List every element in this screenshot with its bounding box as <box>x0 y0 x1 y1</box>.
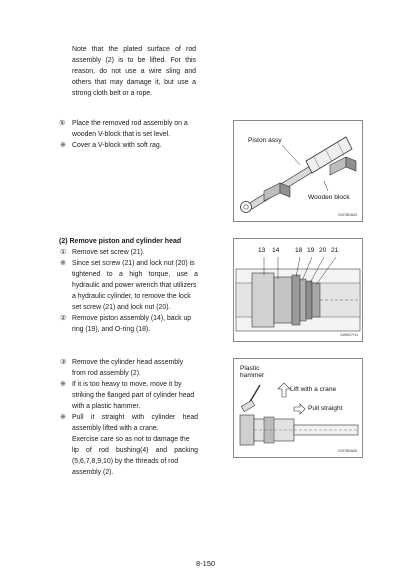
callout-number: 20 <box>319 247 327 254</box>
note-text: with a plastic hammer. <box>72 403 141 410</box>
intro-line: reason, do not use a wire sling and <box>72 68 196 75</box>
note-text: assembly lifted with a crane. <box>72 425 159 432</box>
step-text: Remove piston assembly (14), back up <box>72 315 192 322</box>
note-text: Since set screw (21) and lock nut (20) is <box>72 260 195 267</box>
section-heading: (2) Remove piston and cylinder head <box>59 238 182 245</box>
note-text: Pull it straight with cylinder head <box>72 414 198 421</box>
figure-cylinder-head <box>233 358 363 458</box>
intro-line: others that may damage it, but use a <box>72 79 196 86</box>
step-number: ⑤ <box>59 120 66 127</box>
callout-number: 14 <box>272 247 280 254</box>
label-plastic-hammer: hammer <box>240 372 265 379</box>
page-number: 8-150 <box>196 559 216 568</box>
step-text: wooden V-block that is set level. <box>72 131 171 138</box>
note-text: Exercise care so as not to damage the <box>72 436 190 443</box>
callout-number: 19 <box>307 247 315 254</box>
label-lift-crane: Lift with a crane <box>290 386 337 393</box>
note-text: tightened to a high torque, use a <box>72 271 198 278</box>
note-text: lip of rod bushing(4) and packing <box>72 447 198 454</box>
note-mark: ※ <box>60 142 66 149</box>
label-piston-assy: Piston assy <box>248 137 282 144</box>
step-text: Remove set screw (21). <box>72 249 145 256</box>
callout-number: 18 <box>295 247 303 254</box>
note-text: If it is too heavy to move, move it by <box>72 381 182 388</box>
figure-piston-section <box>233 238 363 342</box>
step-text: Place the removed rod assembly on a <box>72 120 188 127</box>
callout-number: 21 <box>331 247 339 254</box>
label-pull-straight: Pull straight <box>308 405 343 412</box>
figure-code: 21078DA05 <box>338 449 357 453</box>
step-number: ① <box>60 249 67 256</box>
note-text: set screw (21) and lock nut (20). <box>72 304 171 311</box>
figure-code: 14W9CY11 <box>340 333 359 337</box>
note-text: a hydraulic cylinder, to remove the lock <box>72 293 191 300</box>
note-mark: ※ <box>60 414 66 421</box>
note-text: striking the flanged part of cylinder head <box>72 392 195 399</box>
step-number: ③ <box>60 359 67 366</box>
label-plastic-hammer: Plastic <box>240 365 260 372</box>
intro-line: strong cloth belt or a rope. <box>72 90 153 97</box>
note-text: (5,6,7,8,9,10) by the threads of rod <box>72 458 179 465</box>
step-text: from rod assembly (2). <box>72 370 141 377</box>
step-number: ② <box>60 315 67 322</box>
piston-section-illustration <box>234 239 362 341</box>
figure-code: 21078DA03 <box>338 213 357 217</box>
step-text: Remove the cylinder head assembly <box>72 359 184 366</box>
note-text: assembly (2). <box>72 469 114 476</box>
note-text: Cover a V-block with soft rag. <box>72 142 162 149</box>
callout-number: 13 <box>258 247 266 254</box>
note-text: hydraulic and power wrench that utilizers <box>72 282 197 289</box>
piston-assy-illustration <box>234 121 362 221</box>
intro-line: assembly (2) is to be lifted. For this <box>72 57 196 64</box>
step-text: ring (19), and O-ring (18). <box>72 326 151 333</box>
figure-piston-assy <box>233 120 363 222</box>
intro-line: Note that the plated surface of rod <box>72 46 196 53</box>
note-mark: ※ <box>60 260 66 267</box>
label-wooden-block: Wooden block <box>308 194 350 201</box>
note-mark: ※ <box>60 381 66 388</box>
